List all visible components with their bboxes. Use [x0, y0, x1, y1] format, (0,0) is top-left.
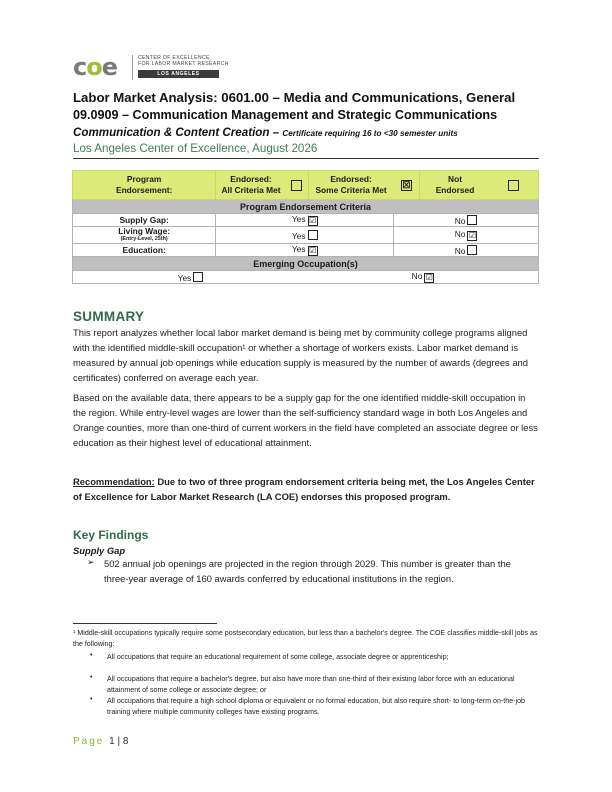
- checkbox-some-criteria[interactable]: ☒: [402, 179, 411, 190]
- program-label-1: Program: [126, 174, 162, 184]
- criteria-label-text: Supply Gap:: [119, 215, 169, 225]
- logo-line1: CENTER OF EXCELLENCE: [138, 55, 210, 61]
- option-not-endorsed: [420, 171, 490, 200]
- title-line3-sub: Certificate requiring 16 to <30 semester units: [282, 129, 458, 138]
- title-line1: Labor Market Analysis: 0601.00 – Media and Communications, General: [73, 90, 516, 105]
- opt3-line1: Not: [448, 174, 462, 184]
- program-label-2: Endorsement:: [115, 185, 173, 195]
- title-line2: 09.0909 – Communication Management and Strategic Communications: [73, 108, 498, 122]
- criteria-yes-cell: [216, 227, 394, 244]
- no-label: No: [454, 215, 466, 226]
- endorsement-header-row: [73, 171, 539, 200]
- summary-paragraph-1: This report analyzes whether local labor market demand is being met by community college programs aligned with the identified middle-skill occupation¹ or whether a shortage of workers exists. Labor market demand is measured by annual job openings while education supply is measured by the number of awards (degrees and certificates) conferred on average each year.: [73, 327, 528, 383]
- endorsement-table: [72, 170, 539, 284]
- yes-label: Yes: [291, 244, 306, 254]
- logo-line2: FOR LABOR MARKET RESEARCH: [138, 61, 229, 67]
- emerging-yes-checkbox[interactable]: [193, 272, 203, 282]
- key-finding-bullet-1: 502 annual job openings are projected in the region through 2029. This number is greater than the three-year average of 160 awards conferred by educational institutions in the region.: [104, 558, 511, 584]
- logo-region-bar: LOS ANGELES: [138, 70, 219, 78]
- title-line3: [73, 126, 458, 139]
- page-word: Page: [73, 736, 105, 747]
- option-some-criteria: [308, 171, 394, 200]
- checkbox-not-endorsed[interactable]: [508, 180, 519, 191]
- summary-paragraph-2: Based on the available data, there appears to be a supply gap for the one identified middle-skill occupation in the region. While entry-level wages are lower than the self-sufficiency standard wage in both Los Angeles and Orange counties, more than one-third of current workers in the field have completed an associate degree or less education as their highest level of educational attainment.: [73, 392, 538, 448]
- program-endorsement-label: [73, 171, 216, 200]
- coe-logo-mark: coe: [73, 53, 118, 81]
- criteria-no-cell: [394, 214, 539, 227]
- criteria-no-cell: [394, 244, 539, 257]
- recommendation-text: Due to two of three program endorsement criteria being met, the Los Angeles Center of Excellence for Labor Market Research (LA COE) endorses this proposed program.: [73, 476, 535, 502]
- option-not-endorsed-checkbox[interactable]: [490, 171, 539, 200]
- checkbox-all-criteria[interactable]: [291, 180, 302, 191]
- emerging-header-row: [73, 257, 539, 271]
- no-checkbox[interactable]: [467, 245, 477, 255]
- criteria-label: [73, 244, 216, 257]
- yes-checkbox[interactable]: ☑: [308, 246, 317, 255]
- criteria-row-supply-gap: [73, 214, 539, 227]
- yes-label: Yes: [291, 230, 306, 241]
- logo-divider: [132, 55, 133, 80]
- criteria-yes-cell: [216, 244, 394, 257]
- yes-checkbox[interactable]: ☑: [308, 216, 317, 225]
- title-line3-main: Communication & Content Creation –: [73, 126, 283, 139]
- no-label: No: [454, 229, 466, 239]
- opt2-line2: Some Criteria Met: [315, 185, 387, 195]
- no-label: No: [454, 245, 466, 256]
- summary-heading: SUMMARY: [73, 309, 145, 324]
- recommendation: [73, 474, 539, 504]
- title-org-date: Los Angeles Center of Excellence, August 2026: [73, 142, 318, 155]
- footnote-intro: ¹ Middle-skill occupations typically require some postsecondary education, but less than a bachelor's degree. The COE classifies middle-skill jobs as the following:: [73, 629, 538, 648]
- opt1-line1: Endorsed:: [230, 174, 272, 184]
- yes-label: Yes: [291, 214, 306, 224]
- criteria-label-sub: (Entry-Level, 25th): [120, 236, 168, 242]
- criteria-row-living-wage: [73, 227, 539, 244]
- option-all-criteria: [216, 171, 286, 200]
- emerging-yes-cell: [73, 271, 309, 284]
- bullet-dot-icon: •: [90, 696, 93, 703]
- page-footer: [73, 736, 128, 747]
- criteria-no-cell: [394, 227, 539, 244]
- criteria-row-education: [73, 244, 539, 257]
- supply-gap-subheading: Supply Gap: [73, 545, 126, 556]
- footnote-item-2: All occupations that require a bachelor's degree, but also have more than one-third of their existing labor force with an educational attainment of some college or associate degree; or: [107, 675, 515, 694]
- logo-text: [138, 55, 229, 67]
- criteria-label: [73, 227, 216, 244]
- recommendation-label: Recommendation:: [73, 476, 155, 487]
- option-some-criteria-checkbox[interactable]: [394, 171, 420, 200]
- emerging-header: Emerging Occupation(s): [73, 257, 539, 271]
- emerging-no-cell: [308, 271, 539, 284]
- opt1-line2: All Criteria Met: [221, 185, 281, 195]
- criteria-label-text: Education:: [122, 245, 166, 255]
- key-findings-heading: Key Findings: [73, 528, 149, 542]
- page-number: 1 | 8: [109, 736, 129, 747]
- emerging-yes-label: Yes: [177, 272, 192, 283]
- criteria-label: [73, 214, 216, 227]
- no-checkbox[interactable]: [467, 215, 477, 225]
- criteria-header-row: [73, 200, 539, 214]
- criteria-header: Program Endorsement Criteria: [73, 200, 539, 214]
- criteria-label-text: Living Wage:: [118, 226, 171, 236]
- footnote-rule: [73, 623, 217, 624]
- bullet-dot-icon: •: [90, 652, 93, 659]
- no-checkbox[interactable]: ☑: [468, 231, 476, 240]
- opt3-line2: Endorsed: [435, 185, 475, 195]
- arrow-bullet-icon: ➢: [87, 557, 95, 567]
- title-rule: [73, 158, 539, 159]
- criteria-yes-cell: [216, 214, 394, 227]
- emerging-no-label: No: [411, 271, 423, 281]
- footnote-item-1: All occupations that require an educational requirement of some college, associate degree or apprenticeship;: [107, 653, 449, 661]
- bullet-dot-icon: •: [90, 674, 93, 681]
- opt2-line1: Endorsed:: [330, 174, 372, 184]
- yes-checkbox[interactable]: [308, 230, 318, 240]
- emerging-no-checkbox[interactable]: ☑: [425, 273, 433, 282]
- footnote-item-3: All occupations that require a high school diploma or equivalent or no formal education, but also require short- to long-term on-the-job training where multiple community colleges have existing programs.: [107, 697, 525, 716]
- option-all-criteria-checkbox[interactable]: [286, 171, 308, 200]
- emerging-row: [73, 271, 539, 284]
